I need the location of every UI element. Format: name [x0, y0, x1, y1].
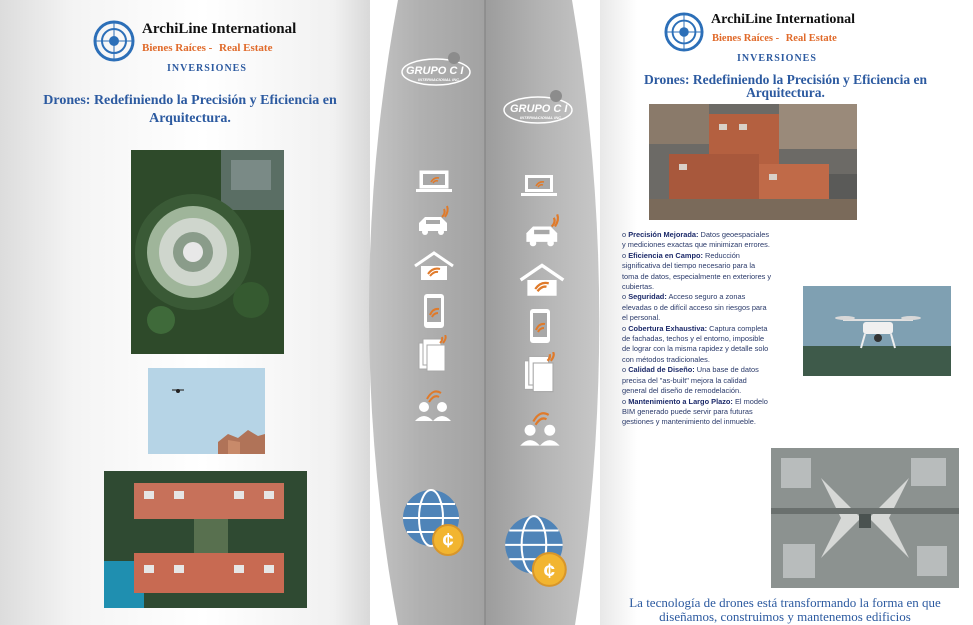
benefits-list	[622, 230, 772, 428]
list-item: o Eficiencia en Campo: Reducción significativa del tiempo necesario para la toma de datos, especialmente en exteriores y cubiertas.	[622, 250, 772, 292]
laptop-icon	[415, 168, 455, 196]
svg-text:¢: ¢	[543, 559, 556, 583]
people-icon	[518, 406, 564, 448]
grupo-ci-name: GRUPO C I	[406, 65, 464, 77]
footer-line-1: La tecnología de drones está transformando la forma en que	[629, 595, 941, 610]
brand-subtitle	[712, 33, 837, 44]
car-icon	[522, 212, 566, 252]
house-icon	[518, 262, 566, 298]
aerial-towers-photo	[771, 448, 959, 588]
list-item: o Seguridad: Acceso seguro a zonas elevadas o de difícil acceso sin riesgos para el personal.	[622, 292, 767, 323]
brand-name: ArchiLine International	[142, 21, 297, 37]
documents-icon	[520, 352, 564, 396]
globe-coin-icon	[500, 512, 574, 590]
aerial-building-photo	[131, 150, 284, 354]
grupo-ci-logo-left	[398, 52, 474, 88]
drone-flying-photo	[803, 286, 951, 376]
grupo-ci-name: GRUPO C I	[510, 103, 568, 115]
grupo-ci-logo-right	[500, 90, 576, 126]
aerial-rooftops-photo	[104, 471, 307, 608]
brand-name: ArchiLine International	[711, 12, 856, 27]
grupo-ci-sub: INTERNACIONAL INC.	[418, 77, 461, 82]
drone-sky-photo	[148, 368, 265, 454]
car-icon	[415, 205, 455, 239]
phone-icon	[526, 307, 554, 345]
house-icon	[413, 250, 455, 282]
brand-subtitle-en: Real Estate	[785, 33, 837, 44]
footer-tagline	[605, 596, 965, 624]
phone-icon	[420, 293, 448, 329]
footer-line-2: diseñamos, construimos y mantenemos edificios	[659, 609, 911, 624]
brand-tagline: INVERSIONES	[167, 63, 247, 74]
documents-icon	[415, 335, 455, 375]
archiline-logo-icon	[664, 12, 704, 52]
brand-tagline: INVERSIONES	[737, 53, 817, 64]
list-item: o Mantenimiento a Largo Plazo: El modelo BIM generado puede servir para futuras gestiones y mantenimiento del inmueble.	[622, 396, 768, 427]
list-item: o Cobertura Exhaustiva: Captura completa de fachadas, techos y el entorno, imposible de lograr con la misma rapidez y detalle solo con métodos tradicionales.	[622, 323, 769, 364]
laptop-icon	[520, 172, 560, 200]
grupo-ci-sub: INTERNACIONAL INC.	[520, 115, 563, 120]
brand-subtitle-es: Bienes Raíces -	[142, 42, 213, 54]
brand-subtitle-en: Real Estate	[219, 42, 273, 54]
aerial-city-photo	[649, 104, 857, 220]
people-icon	[413, 385, 455, 423]
page-title: Drones: Redefiniendo la Precisión y Eficiencia en Arquitectura.	[43, 93, 337, 126]
list-item: o Precisión Mejorada: Datos geoespaciales y mediciones exactas que minimizan errores.	[622, 230, 770, 250]
svg-text:¢: ¢	[442, 530, 454, 552]
brand-subtitle-es: Bienes Raíces -	[712, 33, 780, 44]
brand-subtitle	[142, 42, 272, 54]
globe-coin-icon	[398, 486, 470, 558]
archiline-logo-icon	[93, 20, 135, 62]
page-title: Drones: Redefiniendo la Precisión y Eficiencia en Arquitectura.	[644, 72, 927, 100]
list-item: o Calidad de Diseño: Una base de datos precisa del "as-built" mejora la calidad general del diseño de remodelación.	[622, 365, 759, 396]
